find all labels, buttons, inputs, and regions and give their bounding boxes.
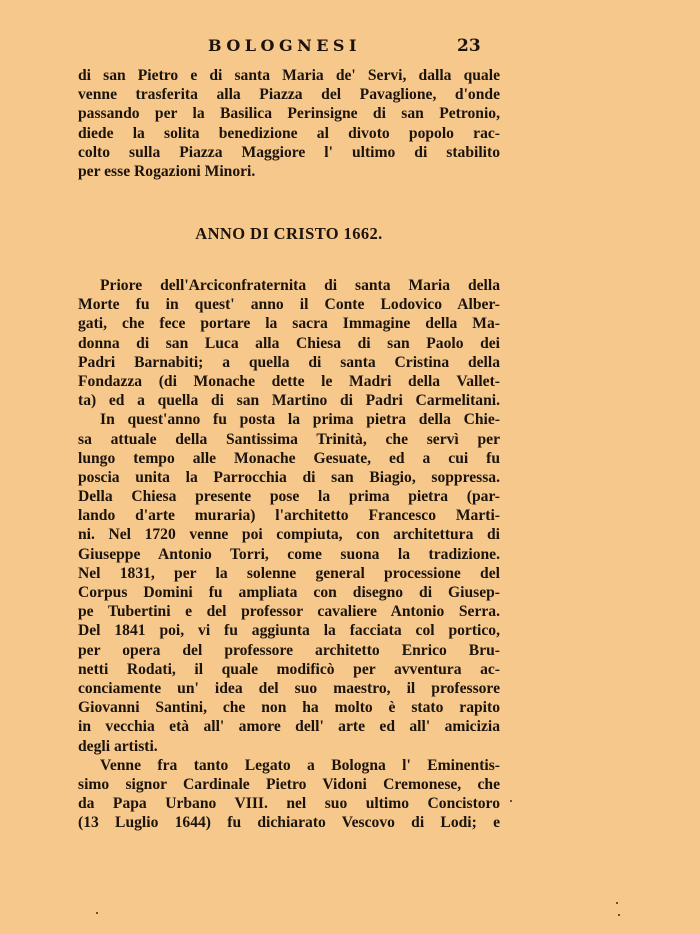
- text-line: degli artisti.: [78, 737, 158, 755]
- text-line: Del 1841 poi, vi fu aggiunta la facciata col portico,: [78, 622, 500, 640]
- text-line: pe Tubertini e del professor cavaliere Antonio Serra.: [78, 603, 500, 621]
- text-line: (13 Luglio 1644) fu dichiarato Vescovo di Lodi; e: [78, 814, 500, 832]
- text-line: lando d'arte muraria) l'architetto Francesco Marti-: [78, 507, 500, 525]
- text-line: Padri Barnabiti; a quella di santa Cristina della: [78, 353, 500, 371]
- continuation-paragraph: [78, 66, 500, 181]
- text-line: Fondazza (di Monache dette le Madri della Vallet-: [78, 372, 500, 390]
- paper-speck: [618, 914, 620, 916]
- text-line: lungo tempo alle Monache Gesuate, ed a cui fu: [78, 449, 500, 467]
- text-line: gati, che fece portare la sacra Immagine della Ma-: [78, 315, 500, 333]
- text-line: Priore dell'Arciconfraternita di santa Maria della: [100, 277, 500, 294]
- section-heading: ANNO DI CRISTO 1662.: [195, 224, 383, 243]
- text-line: Nel 1831, per la solenne general processione del: [78, 564, 500, 582]
- text-line: Corpus Domini fu ampliata con disegno di Giusep-: [78, 584, 500, 601]
- text-line: da Papa Urbano VIII. nel suo ultimo Concistoro: [78, 795, 500, 813]
- body-text: [78, 276, 500, 832]
- text-line: per esse Rogazioni Minori.: [78, 162, 256, 180]
- text-line: passando per la Basilica Perinsigne di san Petronio,: [78, 105, 500, 123]
- text-line: colto sulla Piazza Maggiore l' ultimo di stabilito: [78, 143, 500, 161]
- text-line: ta) ed a quella di san Martino di Padri Carmelitani.: [78, 392, 500, 410]
- text-line: donna di san Luca alla Chiesa di san Paolo dei: [78, 334, 500, 352]
- text-line: Venne fra tanto Legato a Bologna l' Eminentis-: [100, 756, 500, 774]
- text-line: in vecchia età all' amore dell' arte ed all' amicizia: [78, 718, 500, 736]
- text-line: Giovanni Santini, che non ha molto è stato rapito: [78, 699, 500, 717]
- text-line: In quest'anno fu posta la prima pietra della Chie-: [100, 411, 500, 429]
- text-line: poscia unita la Parrocchia di san Biagio, soppressa.: [78, 468, 500, 486]
- text-line: ni. Nel 1720 venne poi compiuta, con architettura di: [78, 526, 500, 544]
- text-line: sa attuale della Santissima Trinità, che servì per: [78, 430, 500, 448]
- running-head: [0, 36, 700, 58]
- page-number: 23: [457, 36, 481, 56]
- text-line: conciamente un' idea del suo maestro, il professore: [78, 679, 500, 697]
- text-line: simo signor Cardinale Pietro Vidoni Cremonese, che: [78, 775, 500, 793]
- paper-speck: [96, 912, 98, 914]
- text-line: Morte fu in quest' anno il Conte Lodovico Alber-: [78, 296, 500, 314]
- paper-speck: [616, 902, 618, 904]
- text-line: venne trasferita alla Piazza del Pavaglione, d'onde: [78, 86, 500, 104]
- text-line: diede la solita benedizione al divoto popolo rac-: [78, 124, 500, 142]
- text-line: di san Pietro e di santa Maria de' Servi, dalla quale: [78, 67, 500, 84]
- text-line: Della Chiesa presente pose la prima pietra (par-: [78, 488, 500, 506]
- text-line: Giuseppe Antonio Torri, come suona la tradizione.: [78, 545, 500, 563]
- text-line: netti Rodati, il quale modificò per avventura ac-: [78, 660, 500, 678]
- text-line: per opera del professore architetto Enrico Bru-: [78, 641, 500, 659]
- paper-speck: [510, 800, 512, 802]
- running-title: BOLOGNESI: [208, 36, 361, 55]
